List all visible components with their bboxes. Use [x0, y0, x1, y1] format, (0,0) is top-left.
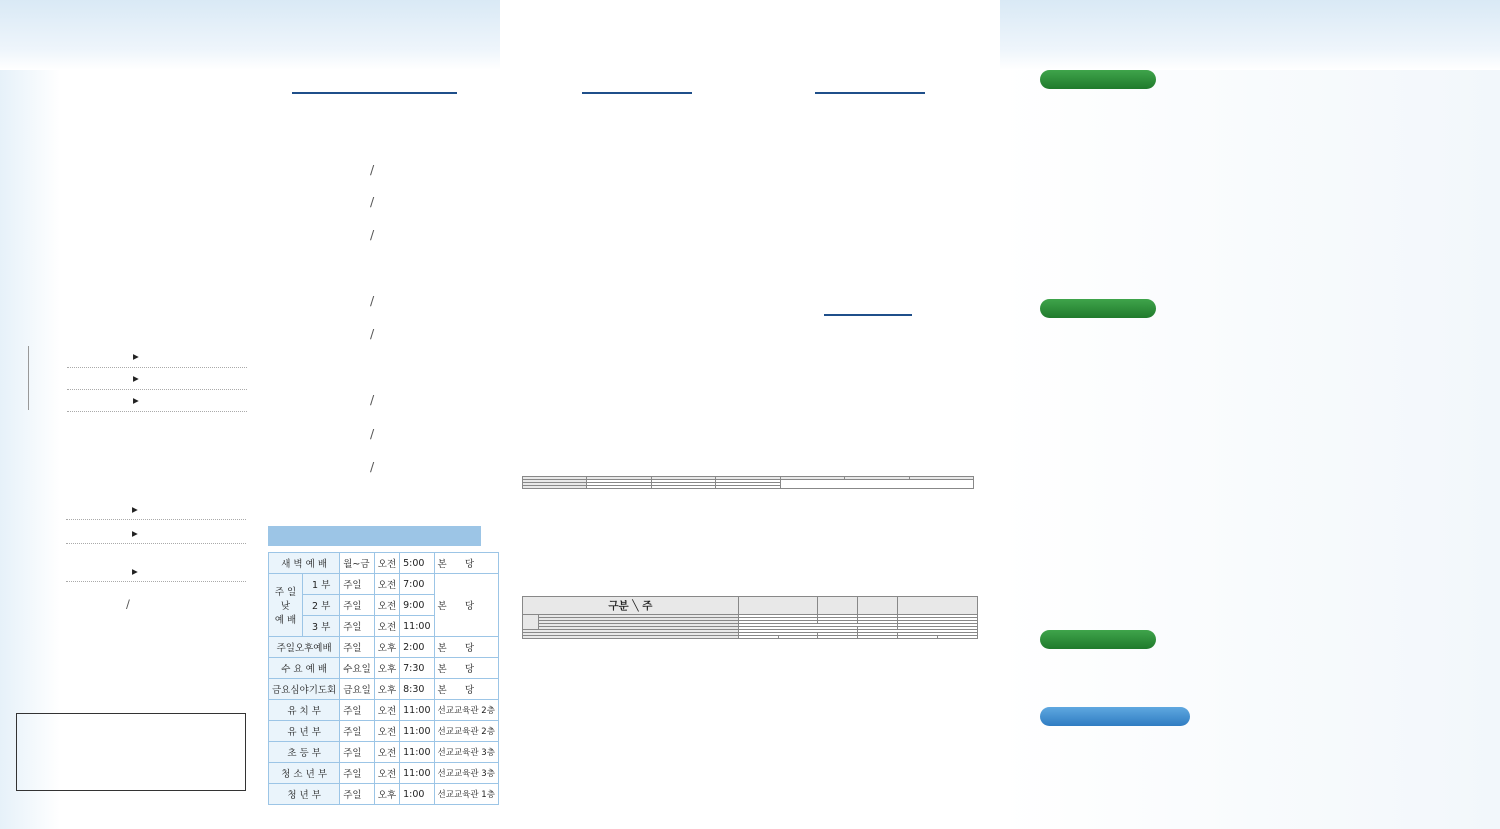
separator: /: [370, 392, 375, 407]
afternoon-row: [274, 162, 388, 177]
section-members: [1040, 630, 1156, 649]
schedule-title: [268, 526, 481, 546]
separator: /: [370, 426, 375, 441]
order-row: [26, 259, 150, 273]
order-row: [26, 433, 150, 447]
afternoon-row: [274, 426, 388, 441]
separator: /: [370, 227, 375, 242]
schedule-part: 2 부: [303, 595, 340, 616]
arrow-icon: ▸: [132, 502, 138, 516]
notice-row: [1037, 262, 1042, 275]
order-row: [26, 195, 150, 209]
order-row: [26, 238, 150, 252]
header-band: [0, 0, 500, 70]
notice-row: [1037, 545, 1042, 558]
order-row: [26, 324, 150, 338]
schedule-table: [268, 552, 499, 805]
schedule-part: 1 부: [303, 574, 340, 595]
schedule-cell: 오후: [374, 658, 399, 679]
schedule-service: 주일오후예배: [269, 637, 340, 658]
notice-row: [1037, 510, 1042, 523]
schedule-row: [269, 784, 499, 805]
order-row: [26, 411, 150, 425]
schedule-row: [269, 700, 499, 721]
order-row: [26, 302, 150, 316]
schedule-cell: 주일: [340, 742, 375, 763]
schedule-row: [269, 658, 499, 679]
schedule-service: 수 요 예 배: [269, 658, 340, 679]
schedule-cell: 오전: [374, 763, 399, 784]
schedule-cell: 오후: [374, 784, 399, 805]
daniel-row: [526, 400, 628, 415]
schedule-row: [269, 763, 499, 784]
nov-header: [523, 597, 978, 615]
schedule-cell: 7:00: [400, 574, 434, 595]
guide-names: [778, 636, 818, 639]
separator: /: [370, 459, 375, 474]
afternoon-row: [274, 227, 388, 242]
nov-row: [523, 636, 978, 639]
order-row: [26, 130, 150, 144]
order-row: [26, 216, 150, 230]
prayer-group: [28, 346, 248, 410]
schedule-cell: 오전: [374, 553, 399, 574]
afternoon-row: [274, 326, 388, 341]
daniel-row: [526, 353, 628, 368]
schedule-cell: 주일: [340, 763, 375, 784]
nov-head-cell: 구분 ╲ 주: [523, 597, 739, 615]
schedule-service: 초 등 부: [269, 742, 340, 763]
section-meetings: [1040, 299, 1156, 318]
schedule-service: 유 치 부: [269, 700, 340, 721]
schedule-cell: 주일: [340, 595, 375, 616]
schedule-cell: 8:30: [400, 679, 434, 700]
separator: /: [370, 326, 375, 341]
schedule-place: 본 당: [434, 637, 498, 658]
schedule-place: 선교교육관 3층: [434, 763, 498, 784]
schedule-place: 선교교육관 1층: [434, 784, 498, 805]
schedule-cell: 주일: [340, 574, 375, 595]
order-row: [26, 152, 150, 166]
schedule-cell: 오후: [374, 679, 399, 700]
notice-row: [1037, 407, 1042, 420]
schedule-cell: 11:00: [400, 700, 434, 721]
schedule-cell: 11:00: [400, 763, 434, 784]
nov-head-cell: [858, 597, 898, 615]
guide-part: [738, 636, 778, 639]
prayer-row: [67, 346, 247, 368]
schedule-cell: 주일: [340, 784, 375, 805]
schedule-row: [269, 553, 499, 574]
notice-row: [1037, 528, 1042, 541]
notice-row: [1037, 493, 1042, 506]
nov-head-cell: [818, 597, 858, 615]
arrow-icon: ▸: [132, 564, 138, 578]
car-label: [898, 636, 938, 639]
duty-cell: [651, 486, 715, 489]
notice-row: [1037, 110, 1042, 123]
order-row: [26, 173, 150, 187]
prayer-meeting-column: [500, 0, 1000, 829]
church-news-column: [1000, 0, 1500, 829]
nov-head-cell: [898, 597, 978, 615]
daniel-row: [526, 209, 628, 224]
schedule-row: [269, 742, 499, 763]
schedule-service: 유 년 부: [269, 721, 340, 742]
order-row: [26, 281, 150, 295]
schedule-cell: 금요일: [340, 679, 375, 700]
separator: /: [370, 194, 375, 209]
schedule-cell: 오전: [374, 616, 399, 637]
schedule-place: 선교교육관 2층: [434, 721, 498, 742]
daniel-row: [526, 305, 628, 320]
notice-row: [1037, 688, 1042, 701]
schedule-cell: 주일: [340, 616, 375, 637]
order-row: [26, 677, 150, 691]
duty-merged-cell: [780, 480, 973, 489]
separator: /: [370, 293, 375, 308]
dawn-title: [824, 314, 912, 316]
broadcast-box: [16, 713, 246, 791]
separator: /: [370, 162, 375, 177]
order-row: [26, 635, 150, 649]
notice-row: [1037, 178, 1042, 191]
arrow-icon: ▸: [133, 371, 139, 385]
schedule-service: 금요심야기도회: [269, 679, 340, 700]
afternoon-title: [292, 90, 457, 94]
schedule-cell: 오전: [374, 574, 399, 595]
duty-cell: [587, 486, 651, 489]
afternoon-row: [274, 293, 388, 308]
schedule-cell: 수요일: [340, 658, 375, 679]
schedule-place: 본 당: [434, 553, 498, 574]
schedule-cell: 11:00: [400, 742, 434, 763]
schedule-service: 새 벽 예 배: [269, 553, 340, 574]
daniel-row: [526, 258, 628, 273]
schedule-cell: 오전: [374, 721, 399, 742]
section-events: [1040, 70, 1156, 89]
schedule-place: 본 당: [434, 658, 498, 679]
schedule-cell: 오전: [374, 700, 399, 721]
notice-row: [1037, 93, 1042, 106]
sunday-worship-column: [0, 0, 500, 829]
schedule-cell: 주일: [340, 721, 375, 742]
dawn-row: [786, 417, 832, 431]
order-row: [26, 656, 150, 670]
guide-names: [858, 636, 898, 639]
notice-row: [1037, 580, 1042, 593]
arrow-icon: ▸: [133, 393, 139, 407]
afternoon-row: [274, 194, 388, 209]
notice-row: [1037, 194, 1042, 207]
schedule-place: 선교교육관 2층: [434, 700, 498, 721]
schedule-row: [269, 637, 499, 658]
choir-row: [66, 524, 246, 544]
notice-row: [1037, 562, 1042, 575]
guide-label: [523, 636, 739, 639]
notice-row: [1037, 653, 1042, 666]
schedule-cell: 주일: [340, 700, 375, 721]
schedule-service: 주 일 낮 예 배: [269, 574, 303, 637]
daniel-title: [582, 90, 692, 94]
choir-group: [28, 500, 248, 592]
nov-label: [523, 615, 539, 630]
guide-part: [818, 636, 858, 639]
schedule-row: [269, 721, 499, 742]
schedule-cell: 월~금: [340, 553, 375, 574]
sermon-row: /: [126, 597, 130, 611]
schedule-row: [269, 679, 499, 700]
duty-table: [522, 476, 974, 489]
dawn-row: [786, 371, 832, 385]
prayer-row: [67, 390, 247, 412]
schedule-cell: 5:00: [400, 553, 434, 574]
daniel-row: [526, 156, 628, 171]
section-cafeteria: [1040, 707, 1190, 726]
schedule-cell: 11:00: [400, 616, 434, 637]
notice-row: [1037, 279, 1042, 292]
schedule-place: 본 당: [434, 574, 498, 637]
schedule-service: 청 소 년 부: [269, 763, 340, 784]
prayer-row: [67, 368, 247, 390]
nov-head-cell: [738, 597, 818, 615]
notice-row: [1037, 320, 1042, 333]
notice-row: [1037, 597, 1042, 610]
schedule-place: 선교교육관 3층: [434, 742, 498, 763]
friday-title: [815, 90, 925, 94]
schedule-cell: 7:30: [400, 658, 434, 679]
notice-row: [1037, 389, 1042, 402]
car-names: [938, 636, 978, 639]
notice-row: [1037, 458, 1042, 471]
notice-row: [1037, 424, 1042, 437]
schedule-service: 청 년 부: [269, 784, 340, 805]
duty-cell: [716, 486, 780, 489]
arrow-icon: ▸: [132, 526, 138, 540]
choir-row: [66, 562, 246, 582]
schedule-cell: 2:00: [400, 637, 434, 658]
header-band: [1000, 0, 1500, 70]
afternoon-row: [274, 392, 388, 407]
schedule-cell: 주일: [340, 637, 375, 658]
order-row: [26, 455, 150, 469]
schedule-cell: 오전: [374, 595, 399, 616]
dawn-row: [786, 394, 832, 408]
schedule-part: 3 부: [303, 616, 340, 637]
choir-row: [66, 500, 246, 520]
arrow-icon: ▸: [133, 349, 139, 363]
duty-cell: [523, 486, 587, 489]
schedule-cell: 1:00: [400, 784, 434, 805]
schedule-cell: 오후: [374, 637, 399, 658]
afternoon-row: [274, 459, 388, 474]
committee-table: [522, 596, 978, 639]
schedule-row: [269, 574, 499, 595]
schedule-cell: 9:00: [400, 595, 434, 616]
schedule-cell: 오전: [374, 742, 399, 763]
schedule-place: 본 당: [434, 679, 498, 700]
schedule-cell: 11:00: [400, 721, 434, 742]
